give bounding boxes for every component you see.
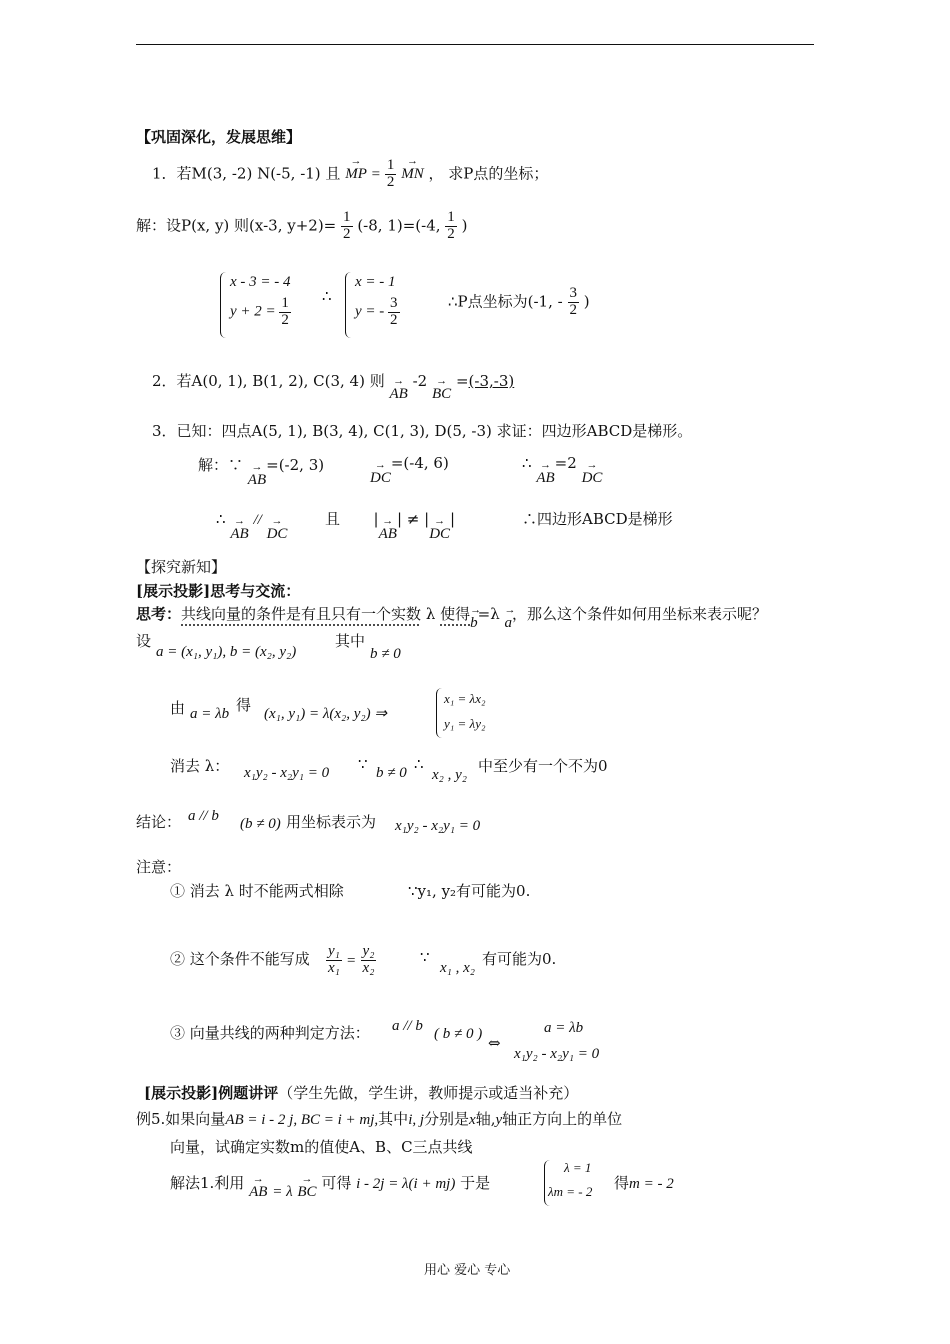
solution-3-ratio: ∴ → AB=2 → DC — [522, 454, 602, 473]
problem-2: 2．若A(0, 1), B(1, 2), C(3, 4) 则 → AB -2 → BC =(-3,-3) — [152, 370, 514, 391]
note-label: 注意： — [136, 858, 182, 876]
method-1-result: 得m = - 2 — [614, 1174, 674, 1192]
section-heading-consolidate: 【巩固深化，发展思维】 — [136, 128, 302, 146]
from-expression-2: (x₁, y₁) = λ(x₂, y₂) ⇒ — [264, 706, 387, 722]
fraction-half: $\frac{1}{2}$ — [343, 209, 351, 242]
because-symbol-2: ∵ — [420, 948, 430, 966]
get-label: 得 — [236, 696, 252, 714]
fraction-half: $\frac{1}{2}$ — [447, 209, 455, 242]
brace-system-2 — [345, 272, 354, 338]
note-2: ② 这个条件不能写成 — [170, 950, 310, 968]
where-label: 其中 — [335, 632, 366, 650]
note-3-vector-form: a = λb — [544, 1020, 584, 1036]
note-1-reason: ∵y₁, y₂有可能为0. — [408, 882, 531, 900]
eliminate-tail: 中至少有一个不为0 — [478, 757, 608, 775]
conclusion-point-p: ∴P点坐标为(-1, - $\frac{3}{2}$ ) — [448, 285, 590, 318]
solution-3-dc: → DC=(-4, 6) — [370, 454, 449, 473]
b-nonzero-cond: (b ≠ 0) — [240, 816, 281, 832]
vector-bc: → BC — [432, 386, 451, 403]
vector-mn: → MN — [401, 166, 424, 183]
note-3-parallel: a // b — [392, 1018, 423, 1034]
answer-2: (-3,-3) — [468, 372, 515, 390]
x1-x2: x₁ , x₂ — [440, 960, 475, 976]
footer-text: 用心 爱心 专心 — [424, 1263, 511, 1278]
eliminate-expression: x₁y₂ - x₂y₁ = 0 — [244, 765, 330, 781]
system-2-row-1: x = - 1 — [355, 274, 396, 290]
therefore-symbol: ∴ — [322, 287, 332, 305]
conclusion-expression: x₁y₂ - x₂y₁ = 0 — [395, 818, 481, 834]
note-3-coordinate-form: x₁y₂ - x₂y₁ = 0 — [514, 1046, 600, 1062]
set-label: 设 — [136, 632, 152, 650]
note-1: ① 消去 λ 时不能两式相除 — [170, 882, 344, 900]
eliminate-label: 消去 λ： — [170, 757, 230, 775]
set-expression: a = (x₁, y₁), b = (x₂, y₂) — [156, 644, 297, 660]
projection-think-exchange: [展示投影]思考与交流： — [136, 582, 301, 600]
a-parallel-b: a // b — [188, 808, 219, 824]
set-condition: b ≠ 0 — [370, 646, 401, 662]
vector-mp: → MP — [345, 166, 367, 183]
think-question: 思考：共线向量的条件是有且只有一个实数 λ 使得→ b=λ → a，那么这个条件如何用坐标来表示呢？ — [136, 603, 767, 624]
solution-1-line: 解：设P(x, y) 则(x-3, y+2)= $\frac{1}{2}$ (-8, 1)=(-4, $\frac{1}{2}$ ) — [136, 209, 468, 242]
note-3: ③ 向量共线的两种判定方法： — [170, 1024, 370, 1042]
from-expression-1: a = λb — [190, 706, 230, 722]
examples-heading: [展示投影]例题讲评（学生先做，学生讲，教师提示或适当补充） — [144, 1084, 579, 1102]
example-5: 例5.如果向量AB = i - 2 j, BC = i + mj,其中i, j分别是x轴,y轴正方向上的单位 — [136, 1110, 623, 1128]
problem-1 — [152, 158, 548, 191]
from-label: 由 — [170, 699, 186, 717]
x2-y2: x₂ , y₂ — [432, 767, 467, 783]
from-row-2: y₁ = λy₂ — [444, 716, 486, 731]
vector-ab: → AB — [389, 386, 407, 403]
problem-3: 3．已知：四点A(5, 1), B(3, 4), C(1, 3), D(5, -3) 求证：四边形ABCD是梯形。 — [152, 422, 693, 440]
brace-from — [436, 688, 444, 738]
equals: = — [371, 166, 381, 183]
section-heading-explore: 【探究新知】 — [136, 558, 227, 576]
b-nonzero: b ≠ 0 — [376, 765, 407, 781]
example-5-line-2: 向量，试确定实数m的值使A、B、C三点共线 — [170, 1138, 473, 1156]
conclusion-label: 结论： — [136, 813, 182, 831]
system-1-row-1: x - 3 = - 4 — [230, 274, 291, 290]
solution-3-line-1: 解：∵ → AB=(-2, 3) — [198, 454, 324, 475]
therefore-symbol-2: ∴ — [414, 755, 424, 773]
problem-1-question: ， 求P点的坐标； — [428, 164, 549, 183]
problem-1-label: 1．若M(3, -2) N(-5, -1) 且 — [152, 164, 341, 183]
coordinate-representation: 用坐标表示为 — [286, 813, 377, 831]
solution-3-conclusion: ∴四边形ABCD是梯形 — [522, 510, 673, 528]
note-3-condition: ( b ≠ 0 ) — [434, 1026, 483, 1042]
note-2-fractions: $\frac{\text{y₁}}{\text{x₁}}$ = $\frac{\text{y₂}}{\text{x₂}}$ — [328, 943, 375, 976]
iff-symbol: ⇔ — [488, 1034, 501, 1052]
because-symbol: ∵ — [358, 755, 368, 773]
solution-3-line-2: ∴ → AB // → DC 且 |→ AB| ≠ |→ DC| — [216, 508, 455, 529]
method-1: 解法1.利用 → AB = λ → BC 可得 i - 2j = λ(i + mj) 于是 — [170, 1172, 490, 1193]
header-rule — [136, 44, 814, 45]
method-1-row-2: λm = - 2 — [548, 1184, 593, 1199]
brace-system-1 — [220, 272, 229, 338]
system-1-row-2: y + 2 = $\frac{1}{2}$ — [230, 295, 289, 328]
fraction-half: $\frac{1}{2}$ — [386, 157, 395, 190]
note-2-tail: 有可能为0. — [482, 950, 557, 968]
system-2-row-2: y = - $\frac{3}{2}$ — [355, 295, 398, 328]
method-1-row-1: λ = 1 — [564, 1160, 592, 1175]
from-row-1: x₁ = λx₂ — [444, 691, 486, 706]
